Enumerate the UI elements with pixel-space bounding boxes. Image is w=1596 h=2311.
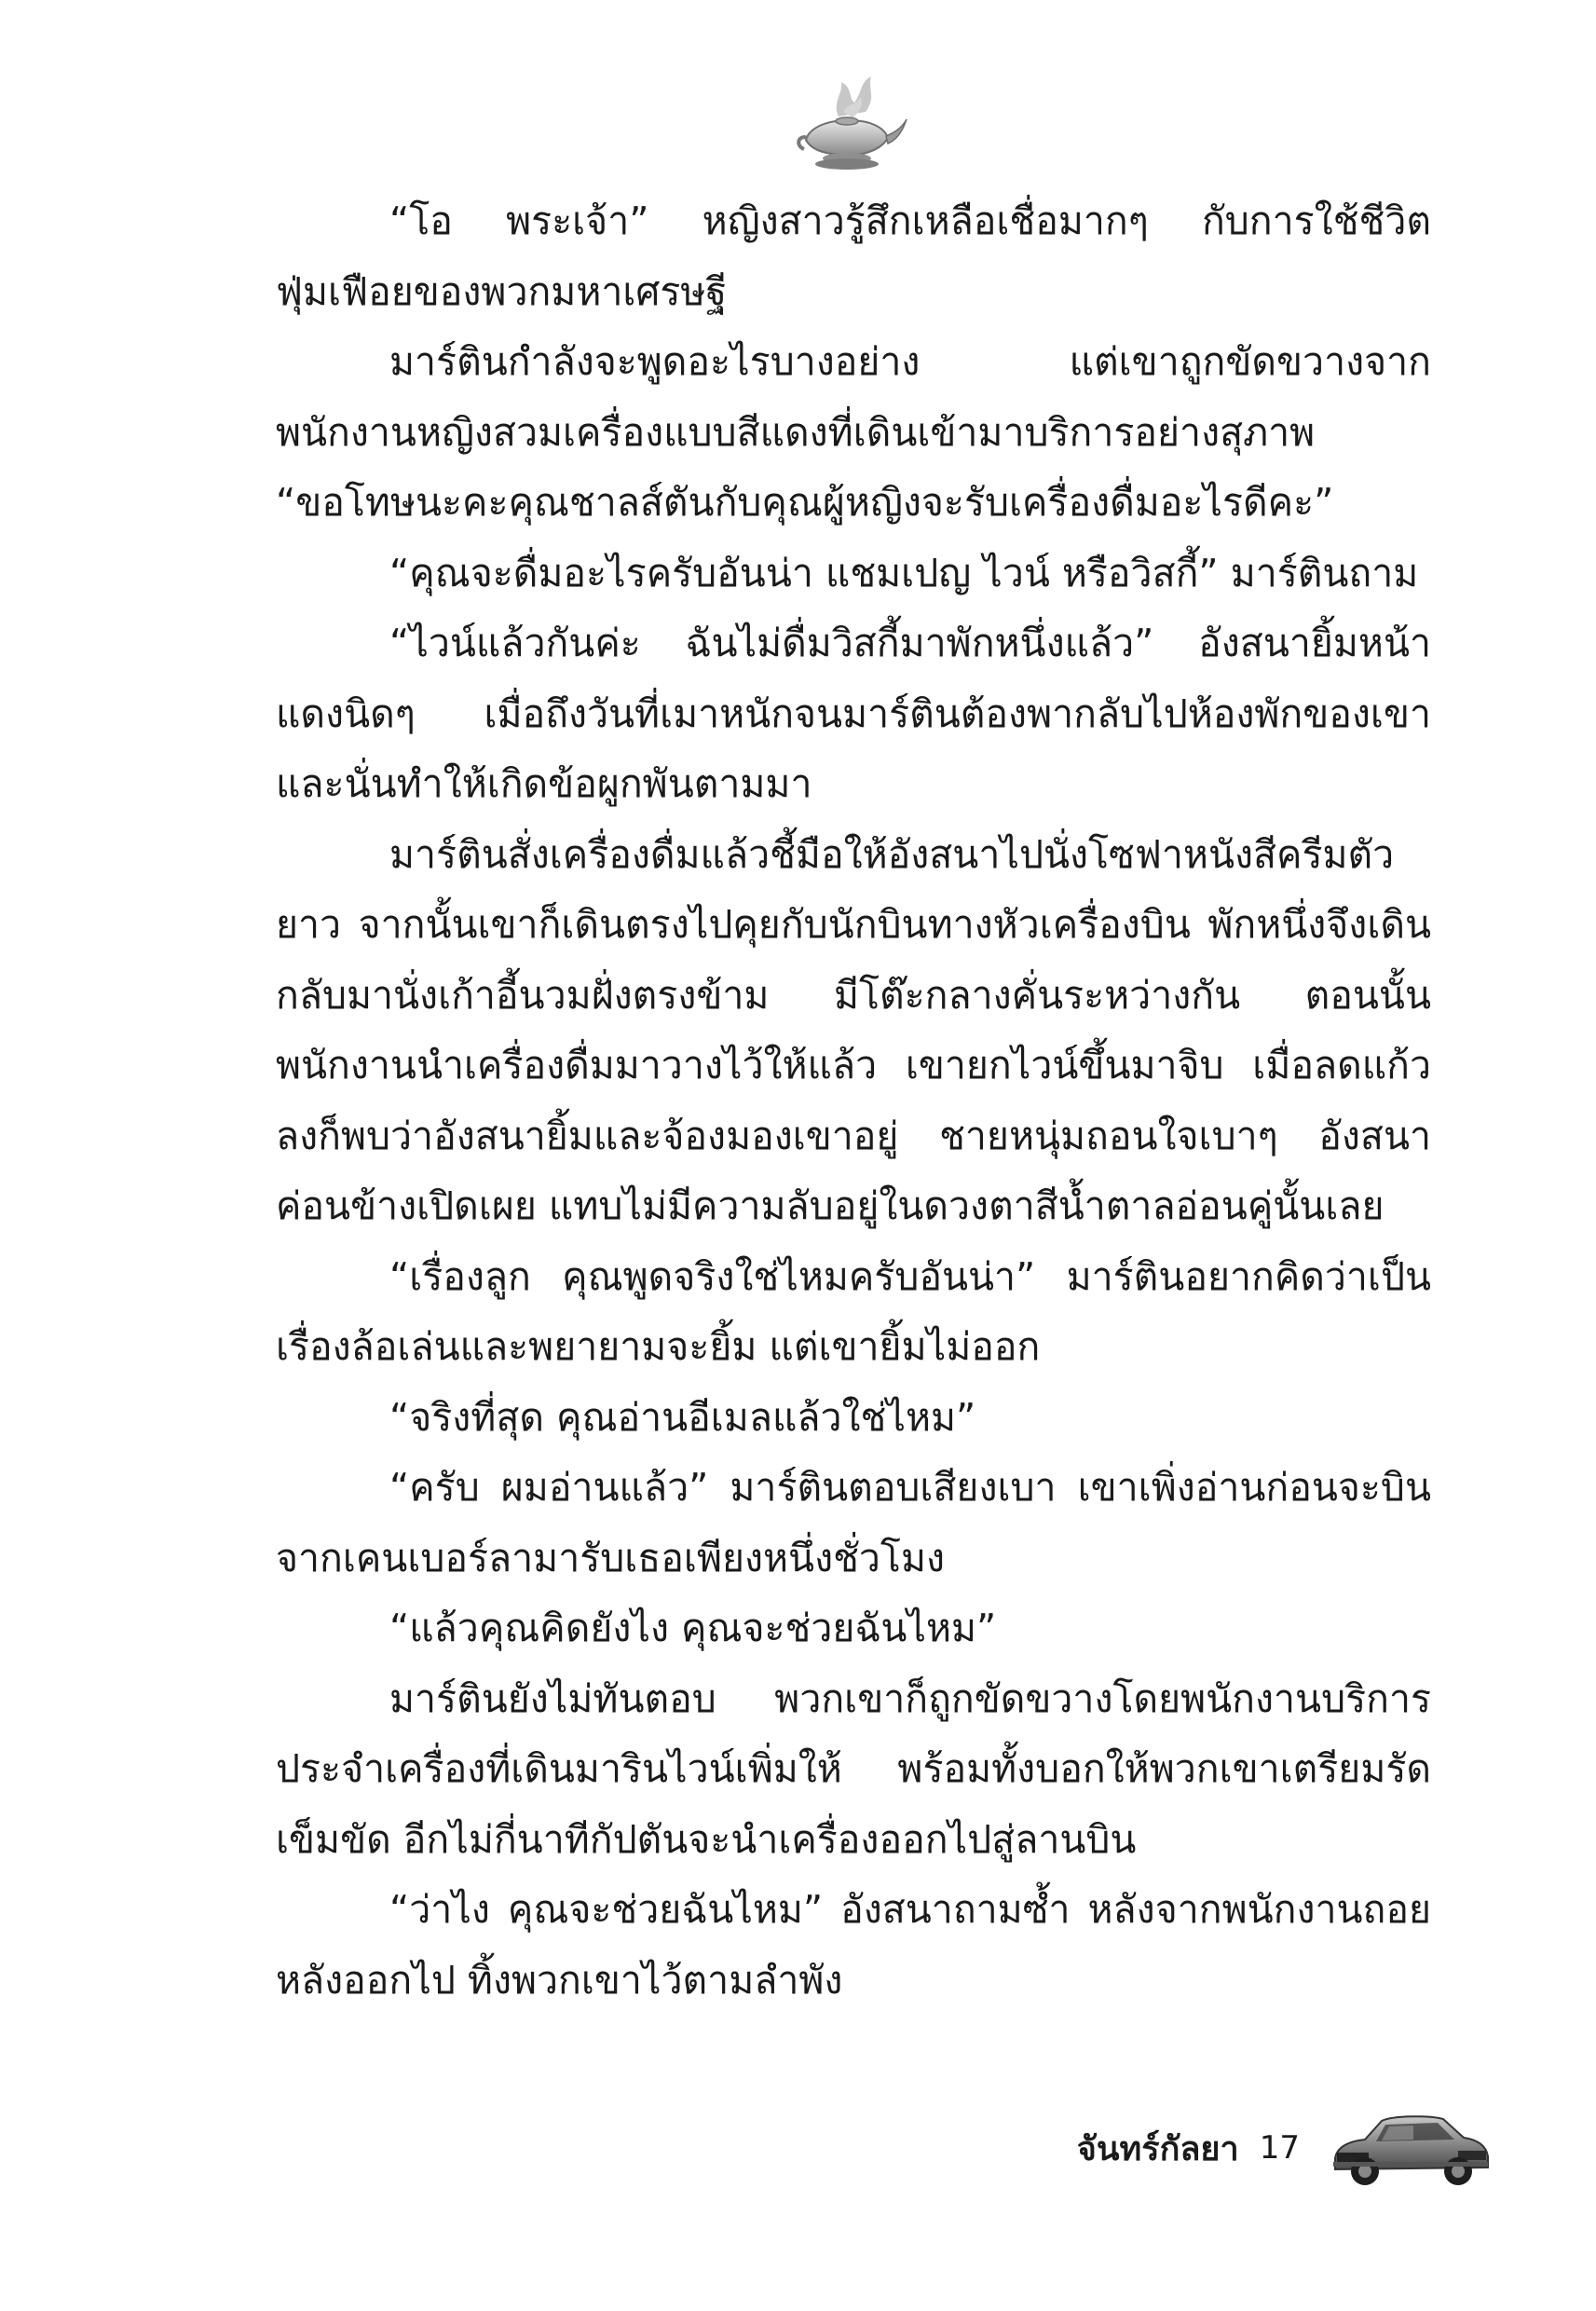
- paragraph: “เรื่องลูก คุณพูดจริงใช่ไหมครับอันน่า” มาร์ตินอยากคิดว่าเป็นเรื่องล้อเล่นและพยายามจะยิ้ม แต่เขายิ้มไม่ออก: [276, 1253, 1431, 1369]
- body-text: [276, 186, 1431, 2016]
- page-number: 17: [1259, 2129, 1300, 2167]
- page-footer: [1077, 2097, 1492, 2199]
- paragraph: “ไวน์แล้วกันค่ะ ฉันไม่ดื่มวิสกี้มาพักหนึ่งแล้ว” อังสนายิ้มหน้าแดงนิดๆ เมื่อถึงวันที่เมาหนักจนมาร์ตินต้องพากลับไปห้องพักของเขา และนั่นทำให้เกิดข้อผูกพันตามมา: [276, 621, 1431, 806]
- paragraph: มาร์ตินกำลังจะพูดอะไรบางอย่าง แต่เขาถูกขัดขวางจากพนักงานหญิงสวมเครื่องแบบสีแดงที่เดินเข้ามาบริการอย่างสุภาพ “ขอโทษนะคะคุณชาลส์ตันกับคุณผู้หญิงจะรับเครื่องดื่มอะไรดีคะ”: [276, 339, 1431, 525]
- lamp-genie-icon: [787, 65, 908, 177]
- paragraph: “จริงที่สุด คุณอ่านอีเมลแล้วใช่ไหม”: [389, 1394, 976, 1440]
- paragraph: มาร์ตินยังไม่ทันตอบ พวกเขาก็ถูกขัดขวางโดยพนักงานบริการประจำเครื่องที่เดินมารินไวน์เพิ่มให้ พร้อมทั้งบอกให้พวกเขาเตรียมรัดเข็มขัด อีกไม่กี่นาทีกัปตันจะนำเครื่องออกไปสู่ลานบิน: [276, 1675, 1431, 1862]
- paragraph: “ครับ ผมอ่านแล้ว” มาร์ตินตอบเสียงเบา เขาเพิ่งอ่านก่อนจะบินจากเคนเบอร์ลามารับเธอเพียงหนึ่งชั่วโมง: [276, 1465, 1431, 1580]
- paragraph: “โอ พระเจ้า” หญิงสาวรู้สึกเหลือเชื่อมากๆ กับการใช้ชีวิตฟุ่มเฟือยของพวกมหาเศรษฐี: [276, 198, 1431, 314]
- paragraph: “ว่าไง คุณจะช่วยฉันไหม” อังสนาถามซ้ำ หลังจากพนักงานถอยหลังออกไป ทิ้งพวกเขาไว้ตามลำพัง: [276, 1887, 1431, 2003]
- footer-author: จันทร์กัลยา: [1076, 2129, 1239, 2168]
- car-icon: [1328, 2104, 1492, 2192]
- paragraph: มาร์ตินสั่งเครื่องดื่มแล้วชี้มือให้อังสนาไปนั่งโซฟาหนังสีครีมตัวยาว จากนั้นเขาก็เดินตรงไปคุยกับนักบินทางหัวเครื่องบิน พักหนึ่งจึงเดินกลับมานั่งเก้าอี้นวมฝั่งตรงข้าม มีโต๊ะกลางคั่นระหว่างกัน ตอนนั้นพนักงานนำเครื่องดื่มมาวางไว้ให้แล้ว เขายกไวน์ขึ้นมาจิบ เมื่อลดแก้วลงก็พบว่าอังสนายิ้มและจ้องมองเขาอยู่ ชายหนุ่มถอนใจเบาๆ อังสนาค่อนข้างเปิดเผย แทบไม่มีความลับอยู่ในดวงตาสีน้ำตาลอ่อนคู่นั้นเลย: [276, 831, 1431, 1228]
- paragraph: “แล้วคุณคิดยังไง คุณจะช่วยฉันไหม”: [389, 1606, 997, 1650]
- paragraph: “คุณจะดื่มอะไรครับอันน่า แชมเปญ ไวน์ หรือวิสกี้” มาร์ตินถาม: [389, 550, 1419, 595]
